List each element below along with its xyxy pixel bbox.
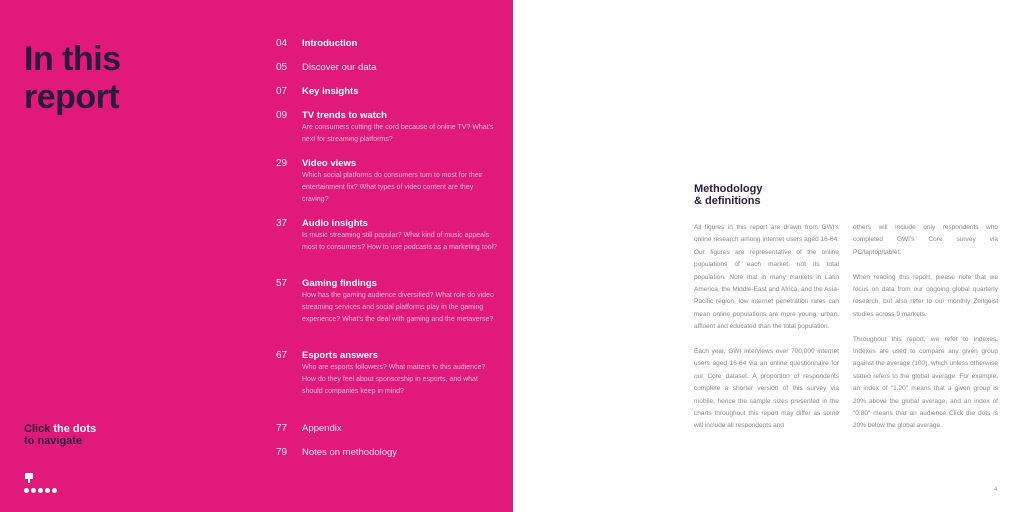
toc-label[interactable]: Audio insights: [302, 218, 368, 229]
toc-description: Is music streaming still popular? What kind of music appeals most to consumers? How to use podcasts as a marketing tool?: [302, 232, 497, 251]
methodology-paragraph: others will include only respondents who completed GWI's Core survey via PC/laptop/tablet.: [853, 224, 998, 256]
toc-page-number: 05: [276, 62, 288, 73]
toc-label[interactable]: Discover our data: [302, 62, 377, 73]
nav-dot-icon[interactable]: [52, 488, 57, 493]
toc-page-number: 67: [276, 350, 288, 361]
methodology-paragraph: Throughout this report, we refer to indexes. Indexes are used to compare any given group against the average (100), which unless otherwise stated refers to the global average. For example, an index of "1.20" means that a given group is 20% above the global average, and an index of "0.80" means that an audience Click the dots is 20% below the global average.: [853, 335, 998, 430]
toc-label[interactable]: Gaming findings: [302, 278, 377, 289]
toc-page-number: 77: [276, 423, 288, 434]
toc-page-number: 09: [276, 110, 288, 121]
toc-description: Which social platforms do consumers turn to most for their entertainment fix? What types of video content are they craving?: [302, 172, 483, 203]
nav-dot-icon[interactable]: [31, 488, 36, 493]
toc-description: Are consumers cutting the cord because of online TV? What's next for streaming platforms?: [302, 124, 494, 143]
methodology-column-1: [694, 222, 839, 445]
toc-page-number: 04: [276, 38, 288, 49]
toc-description: How has the gaming audience diversified? What role do video streaming services and social platforms play in the gaming experience? What's the deal with gaming and the metaverse?: [302, 292, 494, 323]
methodology-paragraph: When reading this report, please note that we focus on data from our ongoing global quarterly research, but also refer to our monthly Zeitgeist studies across 9 markets.: [853, 273, 998, 318]
logo-icon: [24, 470, 34, 480]
nav-dot-icon[interactable]: [24, 488, 29, 493]
toc-label[interactable]: Introduction: [302, 38, 358, 49]
toc-label[interactable]: Esports answers: [302, 350, 379, 361]
page-number: 4: [994, 487, 998, 493]
toc-label[interactable]: TV trends to watch: [302, 110, 387, 121]
navigate-hint: [24, 423, 96, 447]
nav-dot-icon[interactable]: [38, 488, 43, 493]
toc-label[interactable]: Appendix: [302, 423, 342, 434]
toc-label[interactable]: Notes on methodology: [302, 447, 398, 458]
toc-page-number: 07: [276, 86, 288, 97]
toc-label[interactable]: Video views: [302, 158, 357, 169]
methodology-column-2: [853, 222, 998, 445]
toc-description: Who are esports followers? What matters to this audience? How do they feel about sponsorship in esports, and what should companies keep in mind?: [302, 364, 486, 395]
nav-hint-dots: the dots: [53, 423, 97, 435]
toc-page-number: 29: [276, 158, 288, 169]
nav-hint-click: Click: [24, 423, 54, 435]
toc-page-number: 79: [276, 447, 288, 458]
methodology-paragraph: All figures in this report are drawn from GWI's online research among internet users aged 16-64. Our figures are representative of the online populations of each market, not its total population. Note that in many markets in Latin America, the Middle-East and Africa, and the Asia-Pacific region, low internet penetration rates can mean online populations are more young, urban, affluent and educated than the total population.: [694, 224, 839, 331]
toc-label[interactable]: Key insights: [302, 86, 359, 97]
methodology-title: Methodology & definitions: [694, 183, 763, 207]
methodology-paragraph: Each year, GWI interviews over 700,000 internet users aged 16-64 via an online questionnaire for our Core dataset. A proportion of respondents complete a shorter version of this survey via mobile, hence the sample sizes presented in the charts throughout this report may differ as some will include all respondents and: [694, 348, 839, 430]
nav-dot-icon[interactable]: [45, 488, 50, 493]
toc-page-number: 37: [276, 218, 288, 229]
nav-hint-navigate: to navigate: [24, 435, 83, 447]
navigation-dots: [24, 488, 57, 493]
page-title: In this report: [24, 40, 121, 116]
toc-page-number: 57: [276, 278, 288, 289]
